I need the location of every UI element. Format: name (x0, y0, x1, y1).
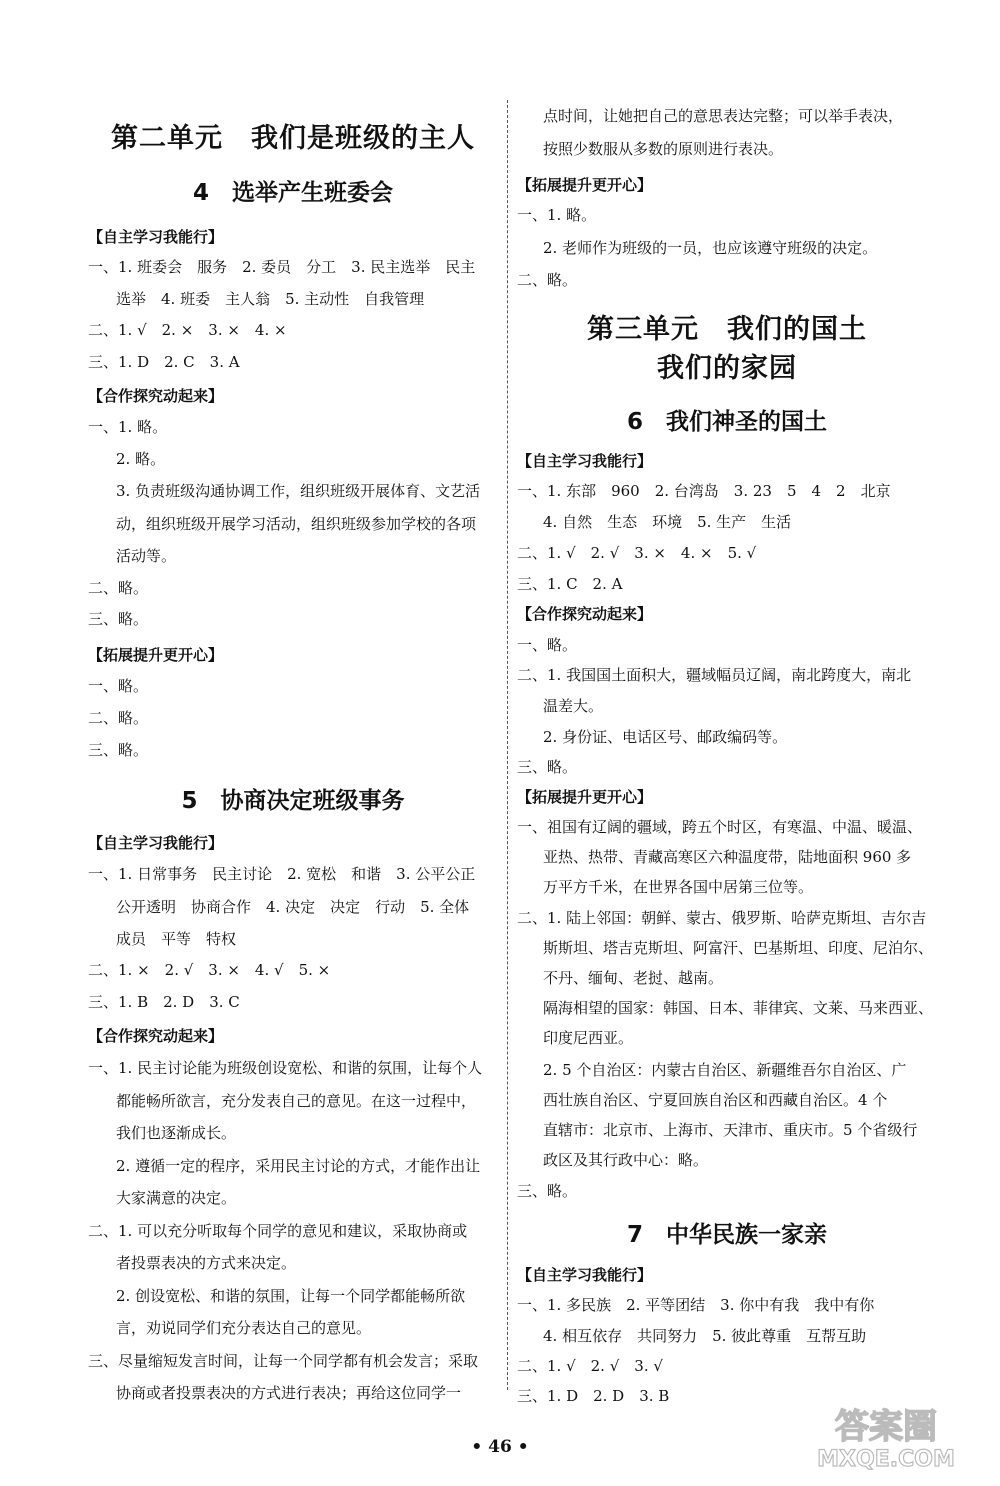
lesson-5-answer-line: 我们也逐渐成长。 (116, 1124, 237, 1142)
lesson-6-answer-line: 亚热、热带、青藏高寒区六种温度带，陆地面积 960 多 (543, 848, 912, 866)
lesson-6-section-extend: 【拓展提升更开心】 (517, 788, 653, 806)
watermark-text-bottom: MXQE.COM (817, 1447, 955, 1472)
lesson-6-answer-line: 政区及其行政中心：略。 (543, 1151, 709, 1169)
lesson-7-answer-line: 一、1. 多民族 2. 平等团结 3. 你中有我 我中有你 (517, 1296, 875, 1314)
lesson-5-answer-line: 都能畅所欲言，充分发表自己的意见。在这一过程中， (116, 1092, 477, 1110)
lesson-4-section-self-study: 【自主学习我能行】 (88, 228, 224, 246)
column-divider (507, 100, 508, 1390)
watermark-logo (802, 1398, 972, 1472)
lesson-5-answer-line: 三、尽量缩短发言时间，让每一个同学都有机会发言；采取 (88, 1352, 479, 1370)
lesson-5-answer-line: 一、1. 民主讨论能为班级创设宽松、和谐的氛围，让每个人 (88, 1059, 483, 1077)
lesson-7-section-self-study: 【自主学习我能行】 (517, 1266, 653, 1284)
lesson-6-answer-line: 西壮族自治区、宁夏回族自治区和西藏自治区。4 个 (543, 1091, 888, 1109)
lesson-7-answer-line: 三、1. D 2. D 3. B (517, 1387, 670, 1405)
lesson-5-answer-line: 一、1. 略。 (517, 206, 597, 224)
lesson-6-section-cooperate: 【合作探究动起来】 (517, 605, 653, 623)
lesson-5-answer-line: 协商或者投票表决的方式进行表决；再给这位同学一 (116, 1384, 462, 1402)
lesson-5-answer-line: 2. 遵循一定的程序，采用民主讨论的方式，才能作出让 (116, 1157, 481, 1175)
lesson-6-answer-line: 三、略。 (517, 758, 578, 776)
lesson-6-answer-line: 二、1. 陆上邻国：朝鲜、蒙古、俄罗斯、哈萨克斯坦、吉尔吉 (517, 909, 927, 927)
lesson-4-answer-line: 三、1. D 2. C 3. A (88, 353, 240, 371)
lesson-5-section-cooperate: 【合作探究动起来】 (88, 1027, 224, 1045)
lesson-4-answer-line: 二、1. √ 2. × 3. × 4. × (88, 321, 287, 339)
lesson-6-answer-line: 温差大。 (543, 697, 604, 715)
lesson-6-answer-line: 二、1. 我国国土面积大，疆域幅员辽阔，南北跨度大，南北 (517, 666, 912, 684)
lesson-5-answer-line: 二、略。 (517, 271, 578, 289)
lesson-6-answer-line: 一、祖国有辽阔的疆域，跨五个时区，有寒温、中温、暖温、 (517, 818, 923, 836)
lesson-4-answer-line: 选举 4. 班委 主人翁 5. 主动性 自我管理 (116, 290, 425, 308)
lesson-4-answer-line: 一、1. 略。 (88, 418, 168, 436)
lesson-7-answer-line: 二、1. √ 2. √ 3. √ (517, 1357, 663, 1375)
lesson-6-answer-line: 隔海相望的国家：韩国、日本、菲律宾、文莱、马来西亚、 (543, 999, 934, 1017)
lesson-4-answer-line: 一、略。 (88, 677, 149, 695)
lesson-5-answer-line: 言，劝说同学们充分表达自己的意见。 (116, 1319, 372, 1337)
unit-three-title: 第三单元 我们的国土 (587, 314, 867, 345)
lesson-4-answer-line: 3. 负责班级沟通协调工作，组织班级开展体育、文艺活 (116, 482, 481, 500)
lesson-6-answer-line: 二、1. √ 2. √ 3. × 4. × 5. √ (517, 544, 757, 562)
lesson-4-answer-line: 活动等。 (116, 547, 177, 565)
lesson-4-title: 4 选举产生班委会 (192, 180, 393, 206)
lesson-4-answer-line: 二、略。 (88, 579, 149, 597)
lesson-5-section-self-study: 【自主学习我能行】 (88, 834, 224, 852)
continued-answer-line: 按照少数服从多数的原则进行表决。 (543, 140, 784, 158)
lesson-6-answer-line: 斯斯坦、塔吉克斯坦、阿富汗、巴基斯坦、印度、尼泊尔、 (543, 939, 934, 957)
lesson-6-answer-line: 三、1. C 2. A (517, 575, 623, 593)
lesson-7-title: 7 中华民族一家亲 (626, 1222, 827, 1248)
lesson-5-title: 5 协商决定班级事务 (181, 788, 405, 814)
lesson-4-section-cooperate: 【合作探究动起来】 (88, 387, 224, 405)
lesson-6-answer-line: 直辖市：北京市、上海市、天津市、重庆市。5 个省级行 (543, 1121, 918, 1139)
lesson-5-answer-line: 2. 创设宽松、和谐的氛围，让每一个同学都能畅所欲 (116, 1287, 466, 1305)
lesson-6-title: 6 我们神圣的国土 (626, 409, 827, 435)
lesson-5-answer-line: 二、1. × 2. √ 3. × 4. √ 5. × (88, 961, 331, 979)
lesson-6-answer-line: 一、略。 (517, 636, 578, 654)
continued-answer-line: 点时间，让她把自己的意思表达完整；可以举手表决， (543, 107, 904, 125)
lesson-6-answer-line: 三、略。 (517, 1182, 578, 1200)
lesson-4-answer-line: 三、略。 (88, 610, 149, 628)
lesson-5-section-extend: 【拓展提升更开心】 (517, 176, 653, 194)
lesson-5-answer-line: 者投票表决的方式来决定。 (116, 1254, 297, 1272)
unit-three-subtitle: 我们的家园 (657, 353, 797, 384)
lesson-5-answer-line: 大家满意的决定。 (116, 1189, 237, 1207)
lesson-4-answer-line: 动，组织班级开展学习活动，组织班级参加学校的各项 (116, 515, 477, 533)
lesson-6-answer-line: 2. 身份证、电话区号、邮政编码等。 (543, 728, 788, 746)
lesson-4-section-extend: 【拓展提升更开心】 (88, 646, 224, 664)
lesson-6-answer-line: 万平方千米，在世界各国中居第三位等。 (543, 878, 814, 896)
unit-two-title: 第二单元 我们是班级的主人 (111, 123, 475, 154)
lesson-5-answer-line: 成员 平等 特权 (116, 930, 237, 948)
lesson-7-answer-line: 4. 相互依存 共同努力 5. 彼此尊重 互帮互助 (543, 1327, 867, 1345)
lesson-5-answer-line: 二、1. 可以充分听取每个同学的意见和建议，采取协商或 (88, 1222, 468, 1240)
lesson-5-answer-line: 2. 老师作为班级的一员，也应该遵守班级的决定。 (543, 239, 878, 257)
lesson-6-answer-line: 一、1. 东部 960 2. 台湾岛 3. 23 5 4 2 北京 (517, 482, 891, 500)
lesson-6-answer-line: 2. 5 个自治区：内蒙古自治区、新疆维吾尔自治区、广 (543, 1061, 907, 1079)
lesson-6-answer-line: 4. 自然 生态 环境 5. 生产 生活 (543, 513, 792, 531)
lesson-5-answer-line: 一、1. 日常事务 民主讨论 2. 宽松 和谐 3. 公平公正 (88, 865, 476, 883)
lesson-5-answer-line: 三、1. B 2. D 3. C (88, 993, 240, 1011)
lesson-4-answer-line: 一、1. 班委会 服务 2. 委员 分工 3. 民主选举 民主 (88, 258, 476, 276)
lesson-4-answer-line: 三、略。 (88, 741, 149, 759)
lesson-4-answer-line: 二、略。 (88, 709, 149, 727)
lesson-6-section-self-study: 【自主学习我能行】 (517, 452, 653, 470)
lesson-6-answer-line: 不丹、缅甸、老挝、越南。 (543, 969, 724, 987)
watermark-text-top: 答案圈 (835, 1407, 937, 1447)
page-number: • 46 • (471, 1437, 529, 1457)
lesson-5-answer-line: 公开透明 协商合作 4. 决定 决定 行动 5. 全体 (116, 898, 470, 916)
lesson-4-answer-line: 2. 略。 (116, 450, 166, 468)
lesson-6-answer-line: 印度尼西亚。 (543, 1029, 634, 1047)
